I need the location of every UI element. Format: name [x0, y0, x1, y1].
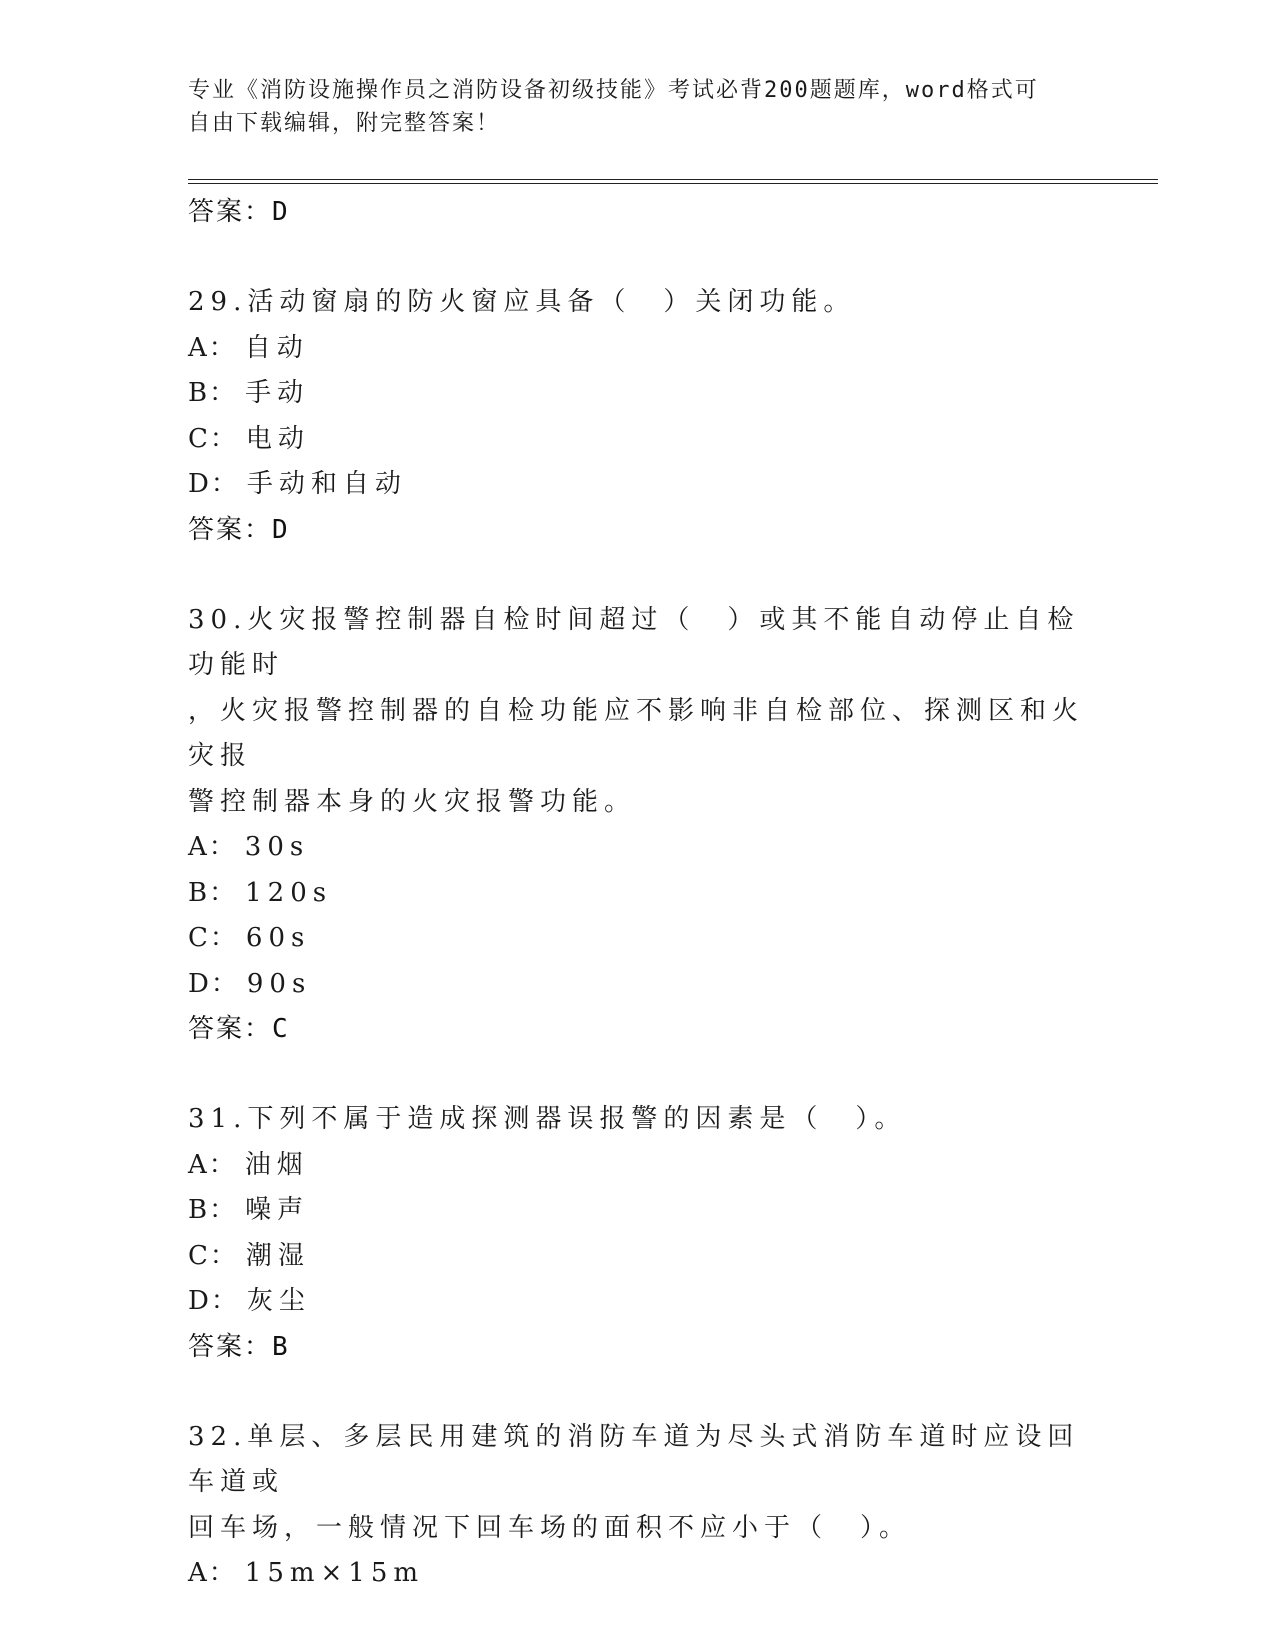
answer-value: C: [272, 1014, 290, 1044]
option-text: 30s: [244, 832, 310, 862]
answer-line: [188, 1007, 1088, 1051]
question-stem-line: 32.单层、多层民用建筑的消防车道为尽头式消防车道时应设回车道或: [188, 1421, 1080, 1497]
question-block: [188, 1415, 1088, 1597]
option-b: [188, 1188, 1088, 1234]
option-text: 油烟: [244, 1149, 309, 1180]
option-key: D：: [188, 469, 239, 499]
option-text: 手动和自动: [246, 469, 407, 499]
question-stem-line: 31.下列不属于造成探测器误报警的因素是（ ）。: [188, 1104, 907, 1134]
question-stem-line: 30.火灾报警控制器自检时间超过（ ）或其不能自动停止自检功能时: [188, 604, 1080, 680]
answer-line: [188, 1325, 1088, 1369]
option-c: [188, 1234, 1088, 1280]
option-key: D：: [188, 968, 239, 999]
option-text: 自动: [244, 332, 309, 363]
option-d: [188, 462, 1088, 508]
option-a: [188, 1143, 1088, 1189]
option-key: B：: [188, 1195, 238, 1225]
option-key: A：: [188, 1149, 237, 1180]
header-line-2: 自由下载编辑，附完整答案！: [188, 111, 501, 136]
option-key: D：: [188, 1286, 239, 1316]
option-key: A：: [188, 832, 237, 862]
option-key: C：: [188, 1240, 238, 1271]
question-stem-line: 回车场，一般情况下回车场的面积不应小于（ ）。: [188, 1512, 912, 1543]
option-b: [188, 371, 1088, 417]
spacer: [188, 234, 1088, 280]
option-d: [188, 962, 1088, 1008]
answer-value: B: [272, 1331, 290, 1362]
question-stem: [188, 1097, 1088, 1143]
option-text: 120s: [245, 877, 333, 908]
option-c: [188, 916, 1088, 962]
option-key: C：: [188, 923, 238, 953]
option-key: A：: [188, 1558, 237, 1588]
question-stem-line: 29.活动窗扇的防火窗应具备（ ）关闭功能。: [188, 287, 856, 317]
option-text: 90s: [246, 968, 312, 999]
option-d: [188, 1279, 1088, 1325]
option-text: 潮湿: [245, 1240, 310, 1271]
answer-label: 答案：: [188, 197, 273, 227]
option-a: [188, 825, 1088, 871]
answer-line: [188, 508, 1088, 552]
answer-value: D: [272, 514, 290, 545]
question-block: [188, 598, 1088, 1052]
question-stem: [188, 280, 1088, 326]
option-key: B：: [188, 877, 238, 908]
option-text: 电动: [245, 423, 310, 454]
spacer: [188, 1051, 1088, 1097]
answer-label: 答案：: [188, 514, 273, 545]
option-a: [188, 1551, 1088, 1597]
option-a: [188, 326, 1088, 372]
question-stem: [188, 1415, 1088, 1552]
answer-label: 答案：: [188, 1331, 273, 1362]
question-block: [188, 280, 1088, 552]
answer-value: D: [272, 197, 290, 227]
option-text: 15m×15m: [244, 1558, 425, 1588]
option-text: 60s: [245, 923, 311, 953]
option-text: 手动: [245, 378, 310, 408]
option-b: [188, 871, 1088, 917]
option-text: 噪声: [245, 1195, 310, 1225]
header-line-1: 专业《消防设施操作员之消防设备初级技能》考试必背200题题库，word格式可: [188, 78, 1039, 103]
option-text: 灰尘: [246, 1286, 311, 1316]
answer-line: [188, 190, 1088, 234]
question-stem: [188, 598, 1088, 826]
header-divider-top: [188, 179, 1158, 180]
question-stem-line: 警控制器本身的火灾报警功能。: [188, 786, 637, 817]
option-key: C：: [188, 423, 238, 454]
question-list: [188, 190, 1088, 1597]
option-c: [188, 417, 1088, 463]
spacer: [188, 552, 1088, 598]
option-key: A：: [188, 332, 237, 363]
question-block: [188, 1097, 1088, 1369]
spacer: [188, 1369, 1088, 1415]
document-header: [188, 74, 1068, 140]
header-divider-bottom: [188, 183, 1158, 184]
option-key: B：: [188, 378, 238, 408]
answer-label: 答案：: [188, 1014, 273, 1044]
question-stem-line: ，火灾报警控制器的自检功能应不影响非自检部位、探测区和火灾报: [188, 695, 1085, 771]
